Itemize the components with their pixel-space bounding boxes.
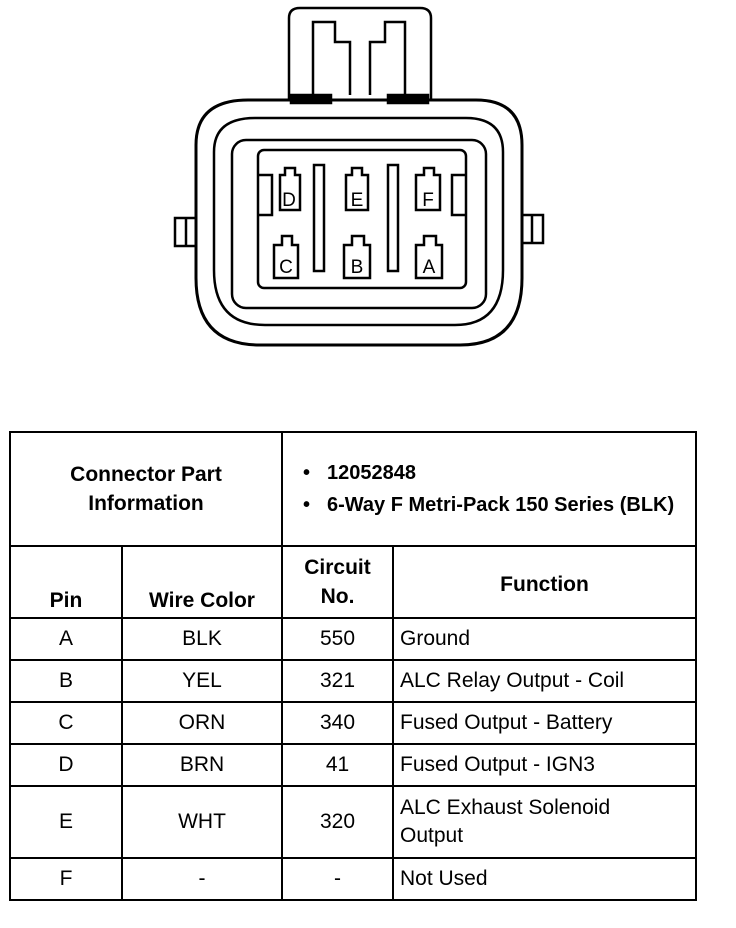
header-wire-color: Wire Color [122, 546, 282, 618]
connector-face-diagram [0, 0, 736, 380]
pin-label-e: E [350, 190, 364, 211]
header-function: Function [393, 546, 696, 618]
wire-color-cell: BRN [122, 744, 282, 786]
connector-lock-tab [289, 8, 431, 100]
pin-label-d: D [282, 190, 296, 211]
header-circuit-no: Circuit No. [282, 546, 393, 618]
function-cell: Fused Output - IGN3 [393, 744, 696, 786]
pin-cell: B [10, 660, 122, 702]
table-row [10, 660, 696, 702]
pin-cell: D [10, 744, 122, 786]
pin-label-a: A [422, 257, 436, 278]
wire-color-cell: BLK [122, 618, 282, 660]
wire-color-cell: ORN [122, 702, 282, 744]
part-info-label: Connector Part Information [10, 432, 282, 546]
pin-cell: E [10, 786, 122, 858]
wire-color-cell: - [122, 858, 282, 900]
pin-label-b: B [350, 257, 364, 278]
table-row [10, 744, 696, 786]
table-header-row [10, 546, 696, 618]
header-pin: Pin [10, 546, 122, 618]
function-cell: Ground [393, 618, 696, 660]
table-row [10, 702, 696, 744]
wire-color-cell: YEL [122, 660, 282, 702]
table-row [10, 858, 696, 900]
circuit-cell: 321 [282, 660, 393, 702]
table-row [10, 618, 696, 660]
function-cell: Fused Output - Battery [393, 702, 696, 744]
part-details [282, 432, 696, 546]
cavity-divider-right [388, 165, 398, 271]
pin-cell: F [10, 858, 122, 900]
circuit-cell: 550 [282, 618, 393, 660]
function-cell: ALC Relay Output - Coil [393, 660, 696, 702]
function-cell: Not Used [393, 858, 696, 900]
part-number: • 12052848 [327, 457, 695, 489]
circuit-cell: 320 [282, 786, 393, 858]
circuit-cell: - [282, 858, 393, 900]
table-row [10, 786, 696, 858]
function-cell: ALC Exhaust Solenoid Output [393, 786, 696, 858]
pin-label-f: F [422, 190, 434, 211]
pin-cell: C [10, 702, 122, 744]
wire-color-cell: WHT [122, 786, 282, 858]
pin-cell: A [10, 618, 122, 660]
cavity-divider-left [314, 165, 324, 271]
connector-series: • 6-Way F Metri-Pack 150 Series (BLK) [327, 489, 695, 521]
part-info-row [10, 432, 696, 546]
circuit-cell: 340 [282, 702, 393, 744]
circuit-cell: 41 [282, 744, 393, 786]
connector-info-table [9, 431, 697, 901]
pin-label-c: C [279, 257, 293, 278]
